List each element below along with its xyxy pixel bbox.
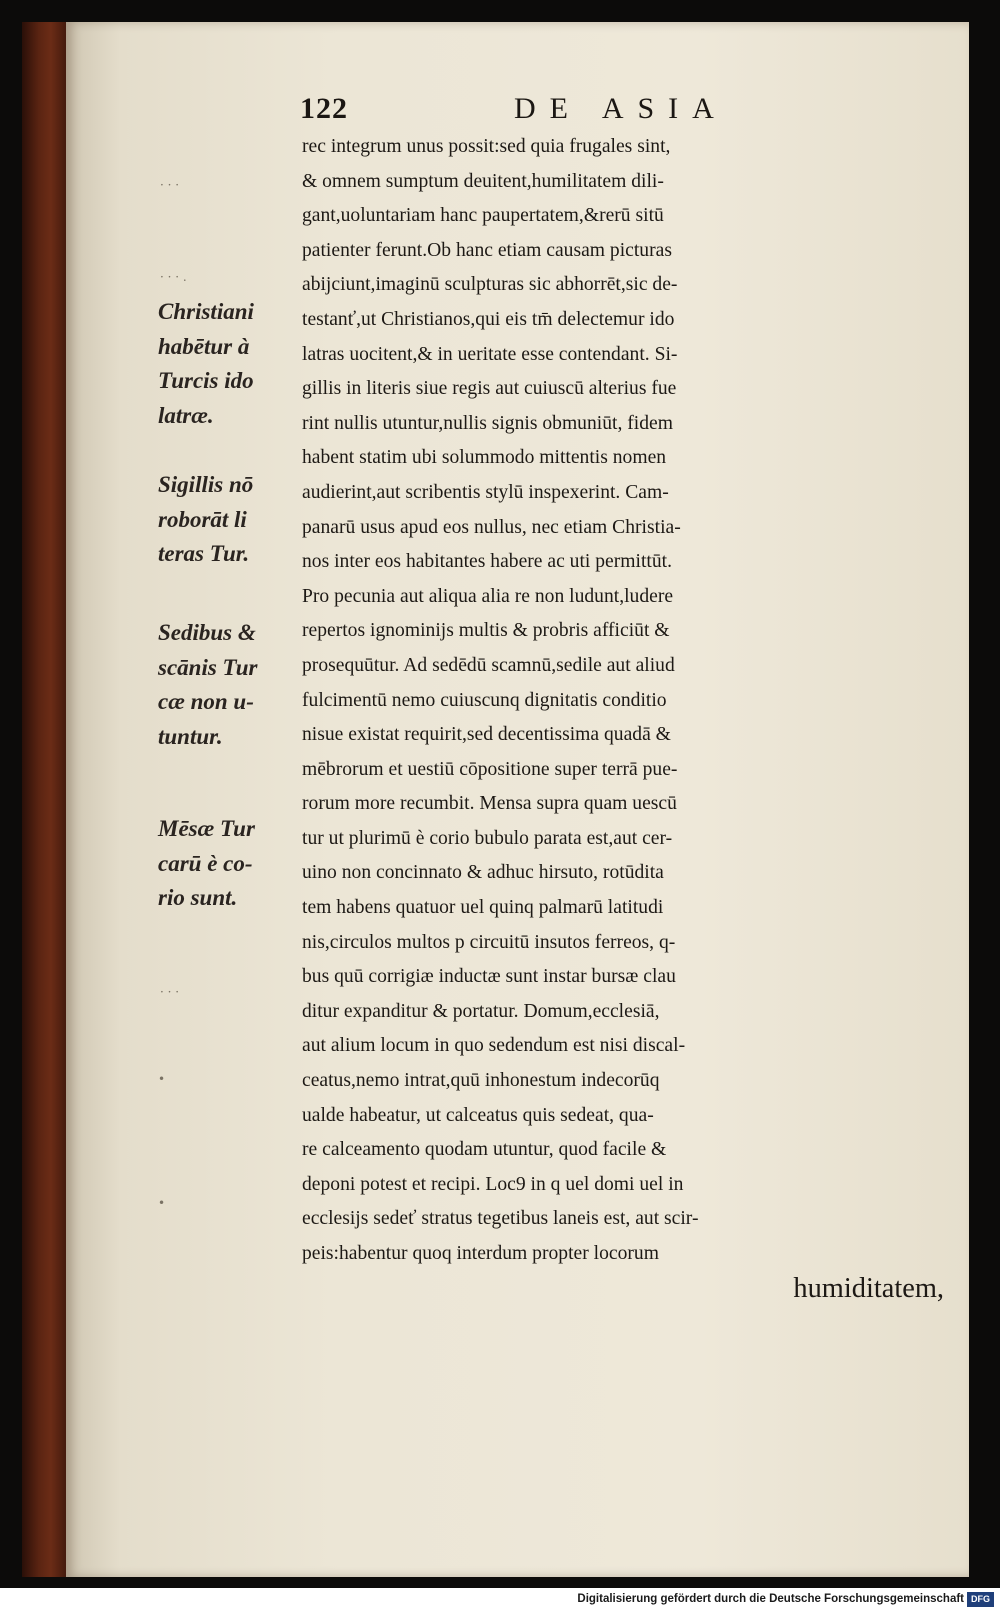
book-binding [22, 22, 70, 1577]
margin-note [158, 468, 298, 572]
text-line: bus quū corrigiæ inductæ sunt instar bursæ clau [302, 966, 676, 988]
text-line: audierint,aut scribentis stylū inspexerint. Cam- [302, 481, 669, 503]
digitization-credit: Digitalisierung gefördert durch die Deutsche Forschungsgemeinschaft [577, 1593, 964, 1605]
text-line: rec integrum unus possit:sed quia frugales sint, [302, 136, 671, 157]
text-line: Pro pecunia aut aliqua alia re non ludunt,ludere [302, 585, 674, 607]
text-line: ditur expanditur & portatur. Domum,ecclesiā, [302, 1000, 660, 1022]
text-line: gant,uoluntariam hanc paupertatem,&rerū sitū [302, 205, 664, 227]
dfg-logo-icon: DFG [967, 1592, 994, 1607]
text-line: rorum more recumbit. Mensa supra quam uescū [302, 793, 677, 815]
margin-note-line: Sigillis nō [158, 472, 254, 497]
text-line: & omnem sumptum deuitent,humilitatem dili- [302, 170, 664, 192]
text-line: nos inter eos habitantes habere ac uti permittūt. [302, 551, 672, 573]
text-line: abijciunt,imaginū sculpturas sic abhorrēt,sic de- [302, 274, 678, 296]
margin-note-line: rio sunt. [158, 885, 238, 911]
margin-note-line: habētur à [158, 333, 250, 359]
text-line: deponi potest et recipi. Loc9 in q uel domi uel in [302, 1173, 684, 1195]
margin-note-line: latræ. [158, 402, 214, 428]
page-header [300, 92, 960, 128]
text-line: nis,circulos multos p circuitū insutos ferreos, q- [302, 931, 676, 953]
bleed-through-mark: · · · [160, 985, 180, 999]
margin-note-line: Sedibus & [158, 620, 256, 645]
text-line: nisue existat requirit,sed decentissima quadā & [302, 724, 671, 746]
text-line: panarū usus apud eos nullus, nec etiam Christia- [302, 516, 681, 538]
margin-note [158, 812, 298, 916]
margin-note-line: cæ non u- [158, 689, 254, 715]
margin-note-line: Christiani [158, 299, 254, 324]
text-line: latras uocitent,& in ueritate esse contendant. Si- [302, 343, 678, 365]
text-line: tem habens quatuor uel quinq palmarū latitudi [302, 897, 664, 919]
text-line: patienter ferunt.Ob hanc etiam causam picturas [302, 239, 672, 261]
body-text [302, 130, 962, 1306]
margin-note-line: carū è co- [158, 850, 253, 876]
text-line: peis:habentur quoq interdum propter locorum [302, 1243, 659, 1264]
margin-note [158, 616, 298, 754]
text-line: re calceamento quodam utuntur, quod facile & [302, 1139, 667, 1161]
margin-note-line: Turcis ido [158, 368, 254, 394]
margin-note-line: scānis Tur [158, 654, 258, 680]
footer-bar [0, 1588, 1000, 1614]
text-line: ualde habeatur, ut calceatus quis sedeat, qua- [302, 1104, 654, 1126]
bleed-through-mark: · · · . [160, 270, 187, 284]
text-line: gillis in literis siue regis aut cuiuscū alterius fue [302, 378, 677, 400]
margin-note-line: roborāt li [158, 506, 247, 532]
margin-note-line: tuntur. [158, 723, 223, 749]
text-line: ceatus,nemo intrat,quū inhonestum indecorūq [302, 1070, 660, 1092]
text-line: mēbrorum et uestiū cōpositione super terrā pue- [302, 758, 678, 780]
text-line: ecclesijs sedeť stratus tegetibus laneis est, aut scir- [302, 1208, 699, 1230]
text-line: fulcimentū nemo cuiuscunq dignitatis conditio [302, 689, 667, 711]
text-line: uino non concinnato & adhuc hirsuto, rotūdita [302, 862, 664, 884]
text-line: repertos ignominijs multis & probris afficiūt & [302, 620, 670, 642]
running-title: DE ASIA [514, 92, 728, 125]
margin-note-line: Mēsæ Tur [158, 816, 255, 841]
text-line: prosequūtur. Ad sedēdū scamnū,sedile aut aliud [302, 654, 675, 676]
text-line: tur ut plurimū è corio bubulo parata est,aut cer- [302, 827, 673, 849]
text-line: rint nullis utuntur,nullis signis obmuniūt, fidem [302, 412, 673, 434]
margin-note [158, 295, 298, 433]
bleed-through-mark: · · · [160, 178, 180, 192]
bleed-through-mark: • [158, 1072, 166, 1086]
text-line: habent statim ubi solummodo mittentis nomen [302, 447, 667, 469]
bleed-through-mark: • [158, 1196, 166, 1210]
text-line: aut alium locum in quo sedendum est nisi discal- [302, 1035, 686, 1057]
page-number: 122 [300, 92, 348, 125]
margin-note-line: teras Tur. [158, 541, 250, 567]
catchword: humiditatem, [793, 1272, 944, 1304]
text-line: testanť,ut Christianos,qui eis tm̄ delectemur ido [302, 308, 675, 330]
